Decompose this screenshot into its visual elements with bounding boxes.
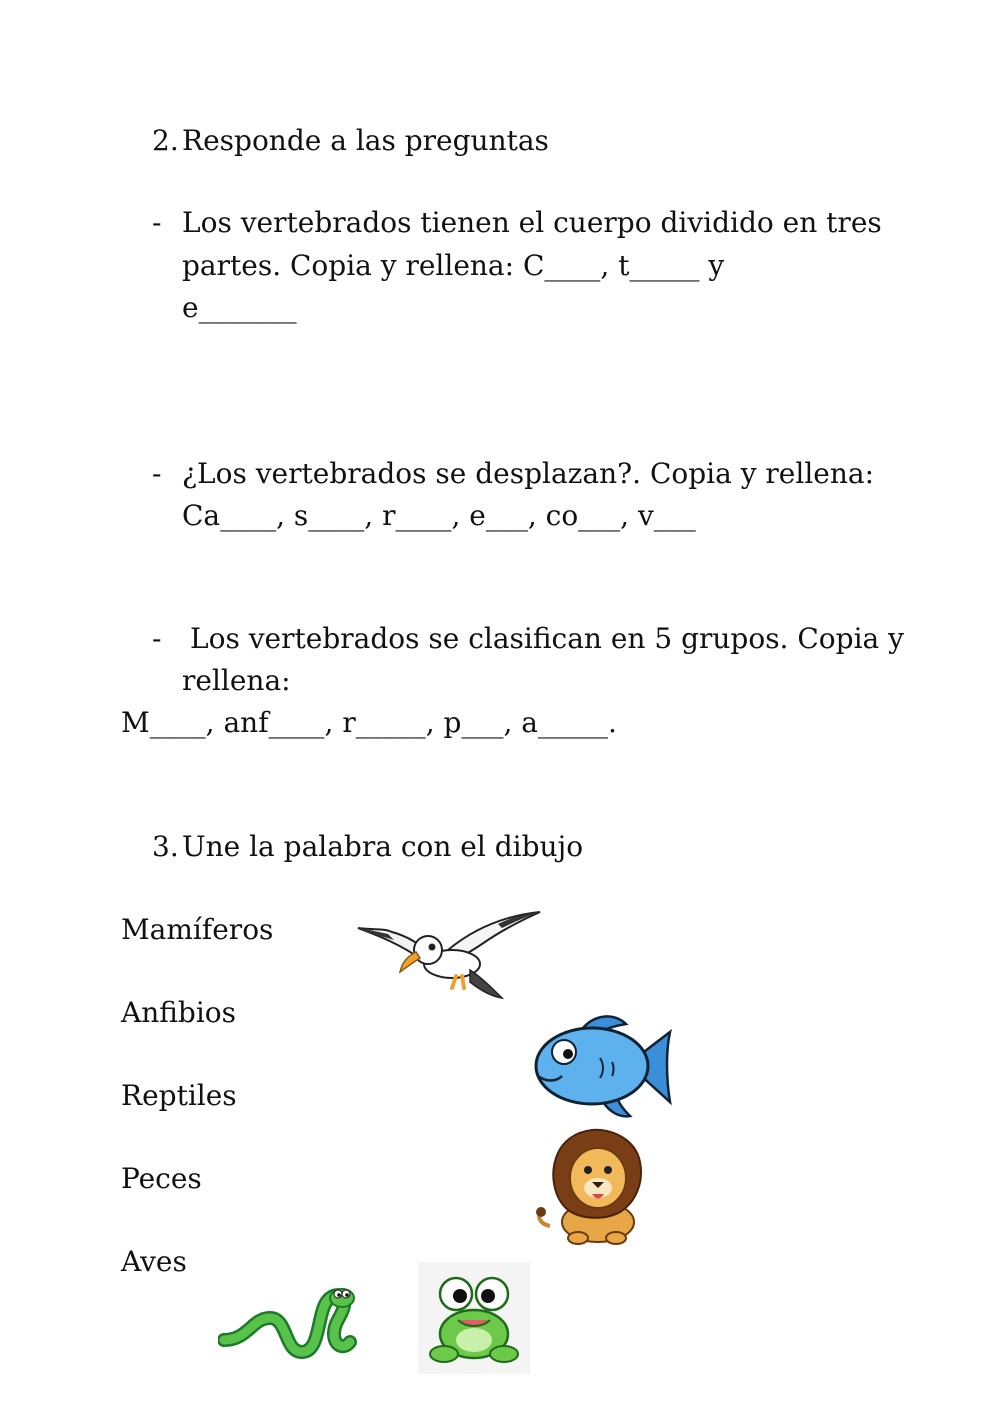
question-1-line-2: partes. Copia y rellena: C____, t_____ y xyxy=(182,249,725,282)
question-3-line-3: M____, anf____, r_____, p___, a_____. xyxy=(121,706,617,739)
word-aves: Aves xyxy=(121,1245,187,1278)
word-reptiles: Reptiles xyxy=(121,1079,237,1112)
frog-icon xyxy=(418,1262,530,1374)
section-2-number: 2. xyxy=(152,124,179,157)
fish-icon xyxy=(530,1010,675,1122)
question-2-dash: - xyxy=(152,457,162,490)
word-mamiferos: Mamíferos xyxy=(121,913,274,946)
lion-icon xyxy=(532,1126,650,1246)
question-1-line-3: e_______ xyxy=(182,291,297,324)
word-anfibios: Anfibios xyxy=(121,996,237,1029)
section-2-title: Responde a las preguntas xyxy=(182,124,549,157)
question-3-line-2: rellena: xyxy=(182,664,291,697)
question-3-dash: - xyxy=(152,622,162,655)
question-1-line-1: Los vertebrados tienen el cuerpo dividido en tres xyxy=(182,206,882,239)
bird-icon xyxy=(352,900,544,1010)
snake-icon xyxy=(218,1278,358,1360)
word-peces: Peces xyxy=(121,1162,202,1195)
question-3-line-1: Los vertebrados se clasifican en 5 grupos. Copia y xyxy=(190,622,904,655)
section-3-title: Une la palabra con el dibujo xyxy=(182,830,584,863)
section-3-number: 3. xyxy=(152,830,179,863)
question-2-line-2: Ca____, s____, r____, e___, co___, v___ xyxy=(182,499,696,532)
question-1-dash: - xyxy=(152,206,162,239)
question-2-line-1: ¿Los vertebrados se desplazan?. Copia y rellena: xyxy=(182,457,875,490)
